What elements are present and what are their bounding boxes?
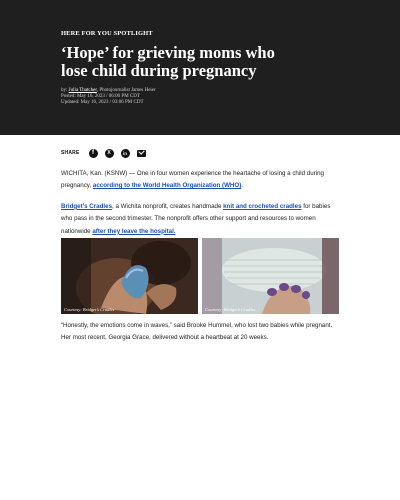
byline-prefix: by: <box>61 88 69 93</box>
photo-gallery <box>61 238 339 314</box>
updated-timestamp: Updated: May 16, 2023 / 03:06 PM CDT <box>61 100 144 105</box>
hero-content <box>61 30 291 135</box>
article-paragraph-3: “Honestly, the emotions come in waves,” said Brooke Hummel, who lost two babies while pregnant. Her most recent, Georgia Grace, delivered without a heartbeat at 20 weeks. <box>61 322 333 342</box>
cradles-link[interactable]: knit and crocheted cradles <box>223 202 302 210</box>
paragraph-text: . <box>241 182 243 190</box>
author-link[interactable]: Julia Thatcher <box>68 88 97 93</box>
paragraph-text: WICHITA, Kan. (KSNW) — One in four women experience the heartache of losing a child during pregnancy, <box>61 170 324 190</box>
page-title: ‘Hope’ for grieving moms who lose child during pregnancy <box>61 43 275 80</box>
mail-icon[interactable] <box>137 150 146 157</box>
paragraph-text: , a Wichita nonprofit, creates handmade <box>112 202 224 210</box>
article-paragraph-2 <box>61 201 341 238</box>
paragraph-text: for babies who pass in the second trimester. The nonprofit offers other support and resources to women nationwide <box>61 202 331 235</box>
article-photo[interactable] <box>61 238 198 314</box>
x-icon[interactable]: X <box>105 149 114 158</box>
knitted-cradle-image <box>202 238 339 314</box>
article-hero <box>0 0 400 135</box>
share-label: SHARE <box>61 150 80 156</box>
linkedin-icon[interactable]: in <box>121 149 130 158</box>
article-paragraph-1 <box>61 168 341 193</box>
section-kicker[interactable]: HERE FOR YOU SPOTLIGHT <box>61 30 153 37</box>
photo-credit: Courtesy: Bridget’s Cradles <box>205 307 256 312</box>
photo-credit: Courtesy: Bridget’s Cradles <box>64 307 115 312</box>
facebook-icon[interactable]: f <box>89 149 98 158</box>
who-link[interactable]: according to the World Health Organization (WHO) <box>92 182 242 190</box>
article-body <box>61 168 341 238</box>
hands-holding-cradle-image <box>61 238 198 314</box>
byline <box>61 88 291 106</box>
byline-photographer: , Photojournalist James Heier <box>96 88 156 93</box>
hospital-link[interactable]: after they leave the hospital. <box>92 227 176 235</box>
posted-timestamp: Posted: May 16, 2023 / 06:00 PM CDT <box>61 94 140 99</box>
bridgets-cradles-link[interactable]: Bridget’s Cradles <box>61 202 113 210</box>
share-bar <box>61 147 146 159</box>
article-photo[interactable] <box>202 238 339 314</box>
